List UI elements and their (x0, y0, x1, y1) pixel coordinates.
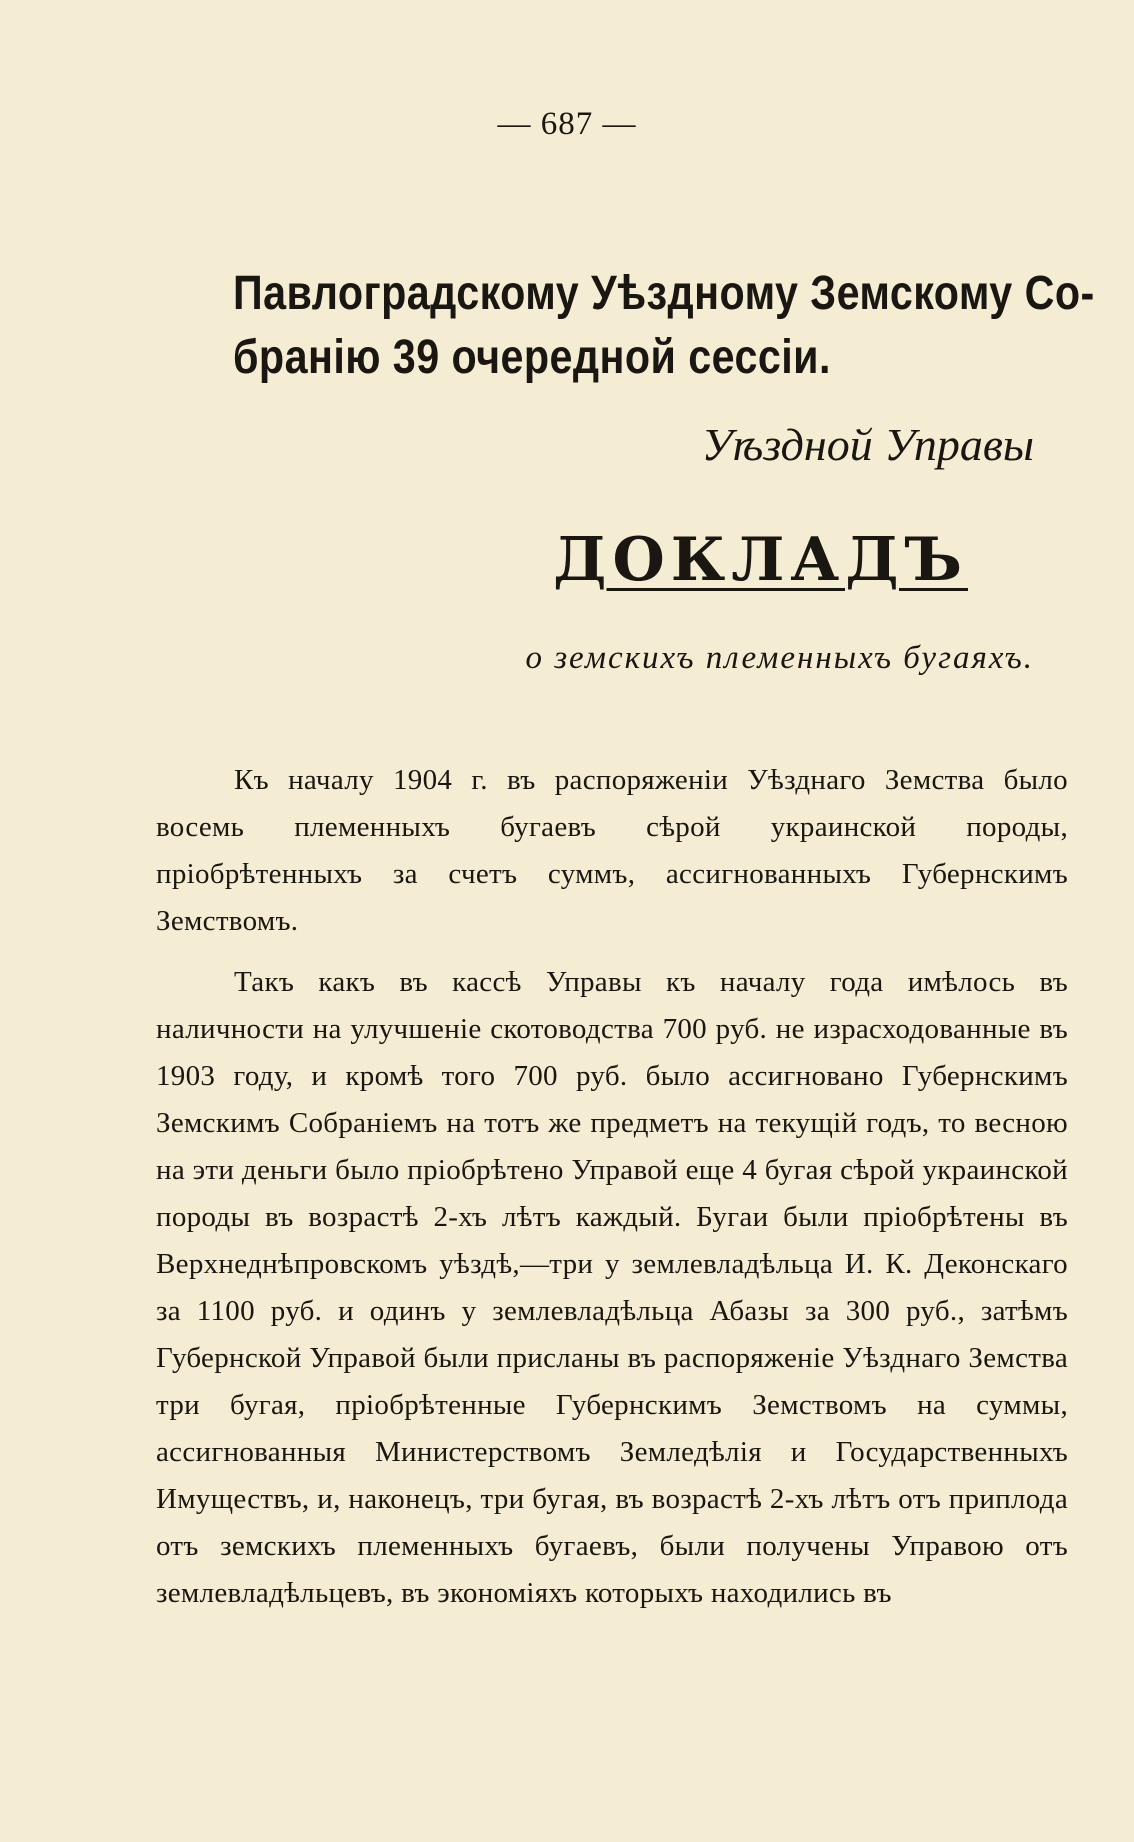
addressee-heading (233, 262, 1095, 390)
document-title: ДОКЛАДЪ (553, 525, 968, 595)
authority-line: Уѣздной Управы (701, 419, 1034, 470)
heading-line-2: бранію 39 очередной сессіи. (233, 331, 831, 384)
body-paragraph: Такъ какъ въ кассѣ Управы къ началу года имѣлось въ наличности на улучшеніе скотоводства 700 руб. не израсходованные въ 1903 году, и кромѣ того 700 руб. было ассигновано Губернскимъ Земскимъ Собраніемъ на тотъ же предметъ на текущій годъ, то весною на эти деньги было пріобрѣтено Управой еще 4 бугая сѣрой украинской породы въ возрастѣ 2-хъ лѣтъ каждый. Бугаи были пріобрѣтены въ Верхнеднѣпровскомъ уѣздѣ,—три у землевладѣльца И. К. Деконскаго за 1100 руб. и одинъ у землевладѣльца Абазы за 300 руб., затѣмъ Губернской Управой были присланы въ распоряженіе Уѣзднаго Земства три бугая, пріобрѣтенные Губернскимъ Земствомъ на суммы, ассигнованныя Министерствомъ Земледѣлія и Государственныхъ Имуществъ, и, наконецъ, три бугая, въ возрастѣ 2-хъ лѣтъ отъ приплода отъ земскихъ племенныхъ бугаевъ, были получены Управою отъ землевладѣльцевъ, въ экономіяхъ которыхъ находились въ (156, 966, 1068, 1609)
document-subtitle: о земскихъ племенныхъ бугаяхъ. (525, 640, 1034, 676)
body-paragraph: Къ началу 1904 г. въ распоряженіи Уѣзднаго Земства было восемь племенныхъ бугаевъ сѣрой украинской породы, пріобрѣтенныхъ за счетъ суммъ, ассигнованныхъ Губернскимъ Земствомъ. (156, 764, 1068, 937)
heading-line-1: Павлоградскому Уѣздному Земскому Со- (233, 267, 1095, 320)
page-number: — 687 — (497, 106, 637, 142)
body-text (156, 757, 1068, 1631)
